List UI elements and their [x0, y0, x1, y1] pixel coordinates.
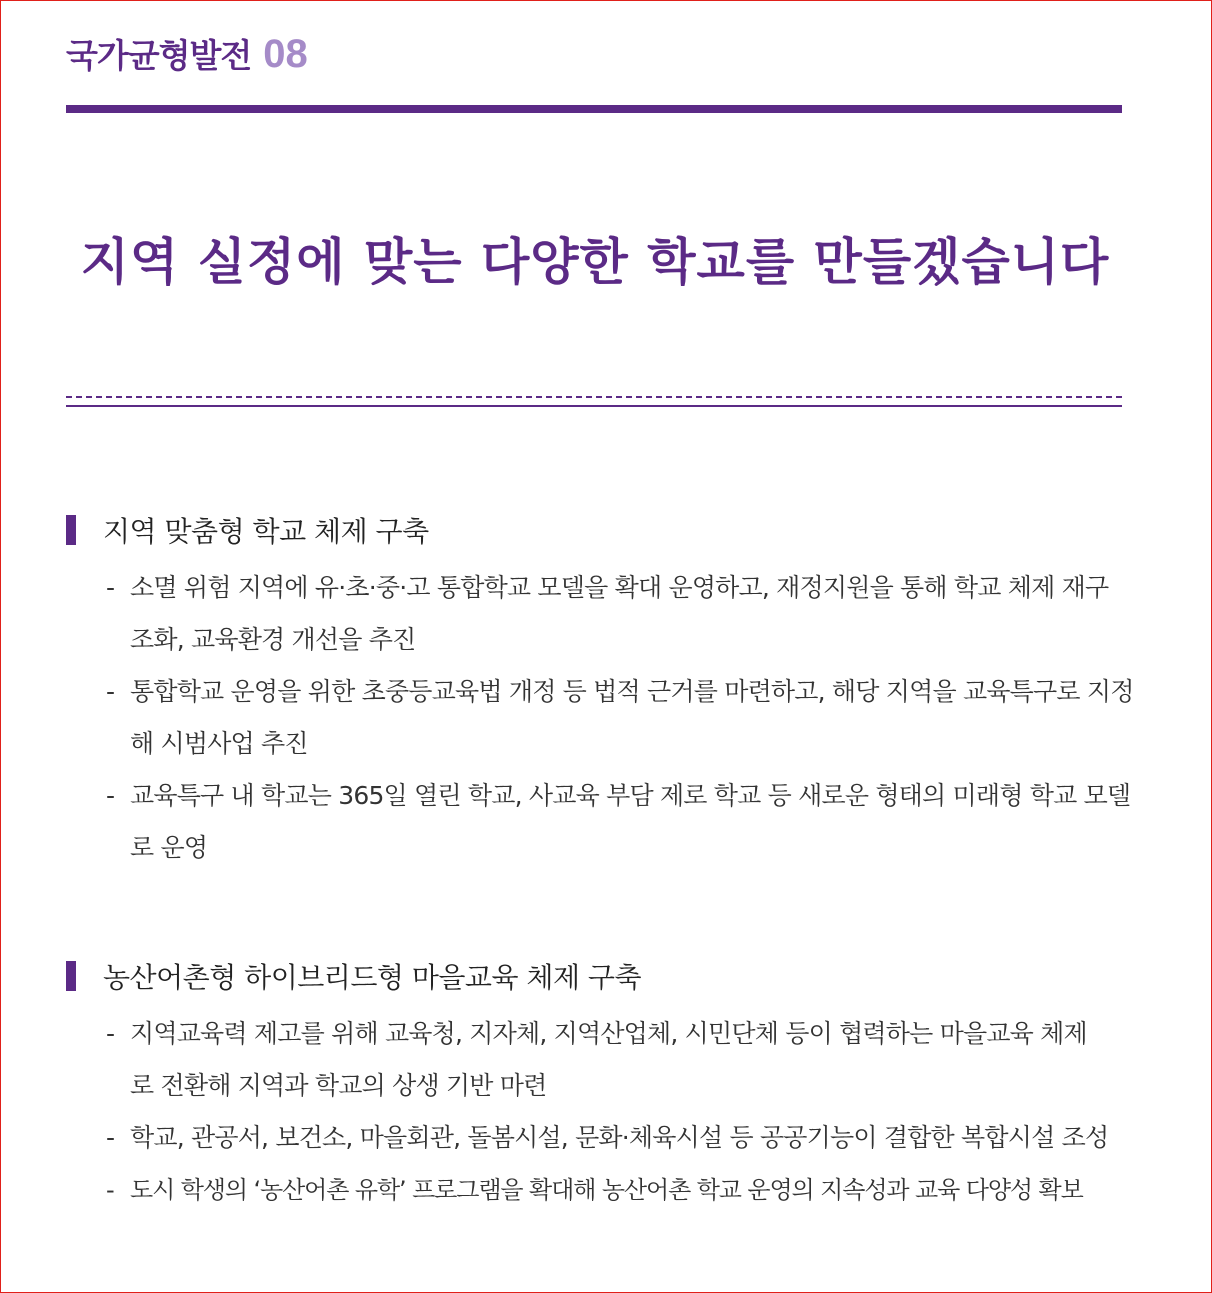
bullet-item: [66, 1164, 1212, 1216]
bullet-text: 소멸 위험 지역에 유·초·중·고 통합학교 모델을 확대 운영하고, 재정지원을 통해 학교 체제 재구조화, 교육환경 개선을 추진: [130, 573, 1109, 654]
bullet-dash: -: [106, 1123, 115, 1152]
bullet-list: [66, 1008, 1186, 1216]
dashed-divider: [66, 396, 1122, 398]
section-header: [66, 958, 1186, 994]
bullet-dash: -: [106, 1019, 115, 1048]
chapter-number: 08: [263, 32, 308, 76]
solid-divider: [66, 405, 1122, 407]
bullet-text: 도시 학생의 ‘농산어촌 유학’ 프로그램을 확대해 농산어촌 학교 운영의 지속성과 교육 다양성 확보: [130, 1176, 1083, 1204]
bullet-dash: -: [106, 1176, 114, 1204]
bullet-item: [66, 562, 1130, 666]
section-marker: [66, 515, 76, 545]
bullet-list: [66, 562, 1186, 874]
bullet-text: 지역교육력 제고를 위해 교육청, 지자체, 지역산업체, 시민단체 등이 협력하는 마을교육 체제로 전환해 지역과 학교의 상생 기반 마련: [130, 1019, 1087, 1100]
bullet-text: 학교, 관공서, 보건소, 마을회관, 돌봄시설, 문화·체육시설 등 공공기능이 결합한 복합시설 조성: [130, 1123, 1109, 1152]
section-local-school: [66, 512, 1186, 874]
bullet-item: [66, 1112, 1212, 1164]
chapter-title: 국가균형발전: [66, 36, 252, 75]
page-header: [66, 30, 308, 77]
bullet-text: 통합학교 운영을 위한 초중등교육법 개정 등 법적 근거를 마련하고, 해당 지역을 교육특구로 지정해 시범사업 추진: [130, 677, 1134, 758]
section-village-education: [66, 958, 1186, 1216]
bullet-item: [66, 666, 1140, 770]
bullet-item: [66, 1008, 1110, 1112]
bullet-item: [66, 770, 1140, 874]
main-title: 지역 실정에 맞는 다양한 학교를 만들겠습니다: [80, 232, 1110, 291]
bullet-dash: -: [106, 573, 115, 602]
header-rule: [66, 105, 1122, 113]
bullet-dash: -: [106, 781, 115, 810]
section-marker: [66, 961, 76, 991]
section-heading: 농산어촌형 하이브리드형 마을교육 체제 구축: [103, 961, 642, 994]
section-heading: 지역 맞춤형 학교 체제 구축: [103, 515, 429, 548]
bullet-dash: -: [106, 677, 115, 706]
section-header: [66, 512, 1186, 548]
bullet-text: 교육특구 내 학교는 365일 열린 학교, 사교육 부담 제로 학교 등 새로운 형태의 미래형 학교 모델로 운영: [130, 781, 1131, 862]
